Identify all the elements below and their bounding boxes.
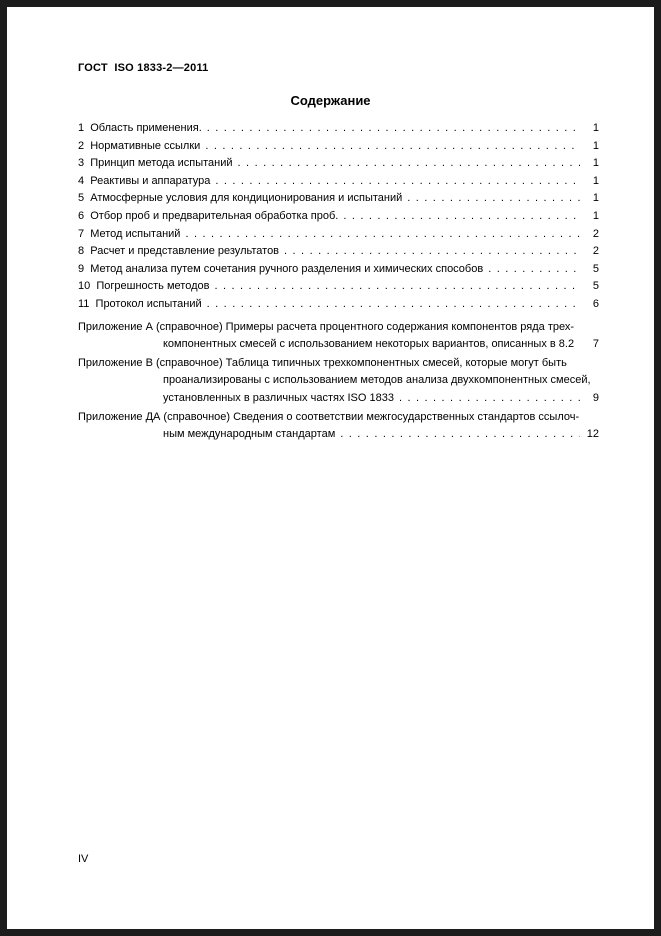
dot-leader	[214, 278, 580, 296]
page-number: IV	[78, 853, 89, 865]
toc-entry-page: 1	[592, 209, 599, 222]
toc-entry-page: 6	[592, 297, 599, 310]
toc-entry	[78, 278, 599, 296]
toc-entry	[78, 261, 599, 279]
toc-entry-page: 2	[592, 227, 599, 240]
dot-leader	[488, 261, 580, 279]
document-designation: ГОСТ ISO 1833-2—2011	[78, 62, 209, 74]
toc-entry-label: 3 Принцип метода испытаний	[78, 157, 233, 170]
dot-leader	[215, 173, 580, 191]
dot-leader	[284, 243, 580, 261]
toc-entry-page: 5	[592, 262, 599, 275]
toc-entry-label: 5 Атмосферные условия для кондиционирования и испытаний	[78, 192, 403, 205]
appendix-line	[78, 426, 599, 444]
toc-entry-page: 1	[592, 174, 599, 187]
appendix-line-text: проанализированы с использованием методов анализа двухкомпонентных смесей,	[163, 374, 591, 387]
appendix-line	[78, 372, 599, 390]
toc-entry	[78, 138, 599, 156]
appendix-line	[78, 390, 599, 408]
appendix-line-text: Приложение В (справочное) Таблица типичных трехкомпонентных смесей, которые могут быть	[78, 356, 567, 369]
dot-leader	[207, 120, 580, 138]
toc-entry-label: 8 Расчет и представление результатов	[78, 245, 280, 258]
appendix-line	[78, 355, 599, 373]
toc-entry-label: 9 Метод анализа путем сочетания ручного разделения и химических способов	[78, 262, 484, 275]
dot-leader	[343, 208, 580, 226]
toc-entry	[78, 243, 599, 261]
dot-leader	[238, 155, 580, 173]
toc-entry	[78, 208, 599, 226]
table-of-contents	[78, 120, 599, 444]
document-page	[7, 7, 654, 929]
toc-appendix-entry	[78, 319, 599, 354]
toc-entry	[78, 226, 599, 244]
dot-leader	[207, 296, 580, 314]
toc-entry-label: 4 Реактивы и аппаратура	[78, 174, 211, 187]
appendix-line	[78, 336, 599, 354]
page-title: Содержание	[290, 93, 371, 108]
toc-entry-label: 2 Нормативные ссылки	[78, 139, 201, 152]
appendix-line	[78, 319, 599, 337]
dot-leader	[185, 226, 580, 244]
toc-entry-page: 12	[586, 428, 599, 441]
toc-entry-page: 1	[592, 192, 599, 205]
dot-leader	[340, 426, 580, 444]
toc-entry-page: 7	[592, 338, 599, 351]
toc-entry-page: 1	[592, 157, 599, 170]
toc-entry-page: 9	[592, 391, 599, 404]
dot-leader	[579, 336, 580, 354]
toc-entry-page: 1	[592, 139, 599, 152]
appendix-line-text: ным международным стандартам	[163, 428, 336, 441]
toc-entry-page: 5	[592, 280, 599, 293]
appendix-line	[78, 409, 599, 427]
dot-leader	[205, 138, 580, 156]
appendix-line-text: Приложение А (справочное) Примеры расчета процентного содержания компонентов ряда трех-	[78, 320, 575, 333]
appendix-line-text: Приложение ДА (справочное) Сведения о соответствии межгосударственных стандартов ссылоч-	[78, 410, 580, 423]
appendix-line-text: установленных в различных частях ISO 1833	[163, 391, 394, 404]
toc-entry-label: 1 Область применения.	[78, 122, 202, 134]
toc-entry	[78, 173, 599, 191]
toc-entry-label: 6 Отбор проб и предварительная обработка проб.	[78, 209, 339, 222]
toc-entry	[78, 190, 599, 208]
toc-entry	[78, 120, 599, 138]
toc-appendix-entry	[78, 355, 599, 408]
dot-leader	[407, 190, 580, 208]
dot-leader	[399, 390, 580, 408]
toc-entry-page: 1	[592, 122, 599, 134]
toc-appendices	[78, 319, 599, 444]
toc-appendix-entry	[78, 409, 599, 444]
toc-entry	[78, 296, 599, 314]
toc-entry-label: 7 Метод испытаний	[78, 227, 181, 240]
appendix-line-text: компонентных смесей с использованием некоторых вариантов, описанных в 8.2	[163, 338, 575, 351]
toc-entry-label: 11 Протокол испытаний	[78, 297, 202, 310]
toc-entry	[78, 155, 599, 173]
toc-entry-label: 10 Погрешность методов	[78, 280, 210, 293]
toc-entry-page: 2	[592, 245, 599, 258]
